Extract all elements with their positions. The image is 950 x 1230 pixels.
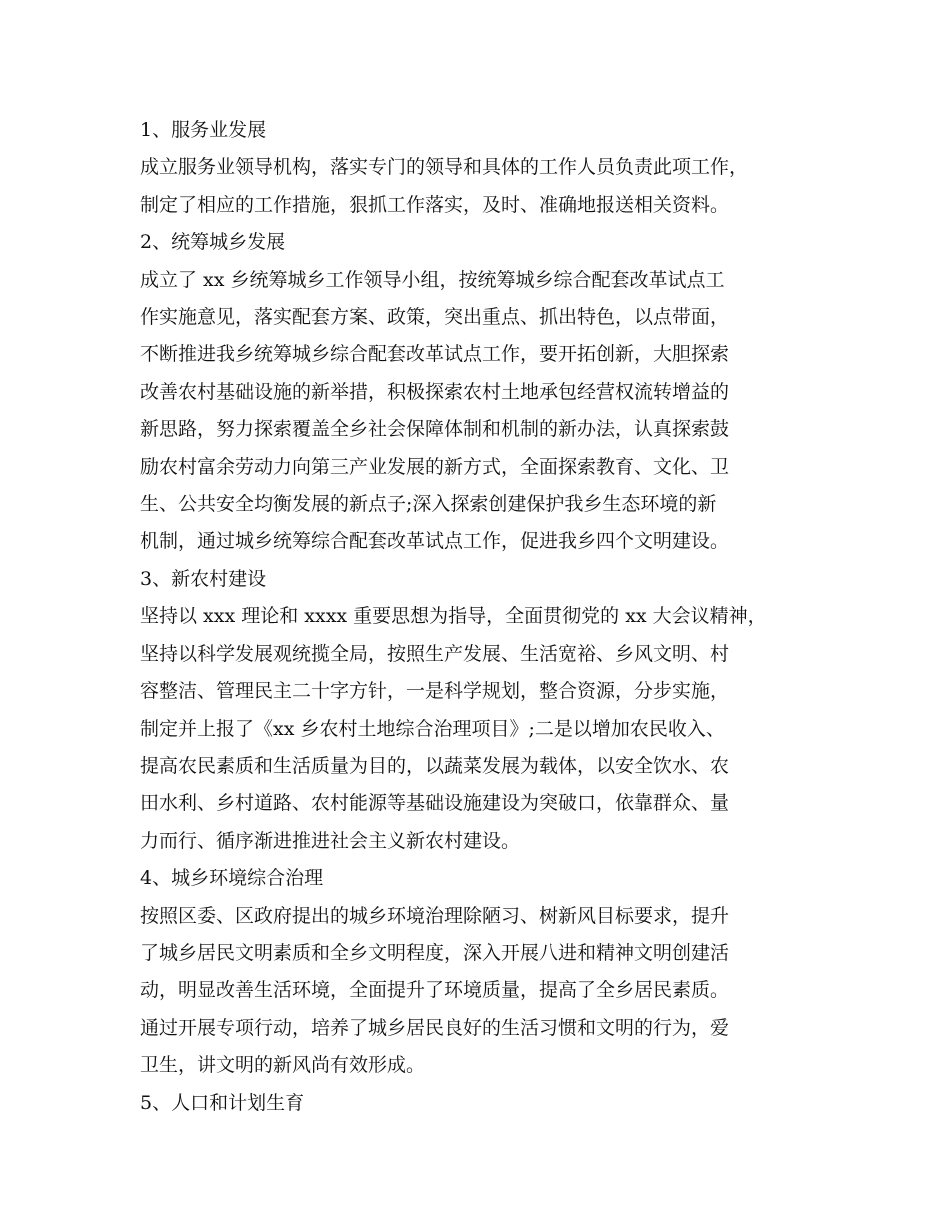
paragraph-line: 田水利、乡村道路、农村能源等基础设施建设为突破口，依靠群众、量 [140,792,730,815]
paragraph-line: 成立服务业领导机构，落实专门的领导和具体的工作人员负责此项工作， [140,156,749,179]
section-title: 4、城乡环境综合治理 [140,867,324,890]
paragraph-line: 了城乡居民文明素质和全乡文明程度，深入开展八进和精神文明创建活 [140,941,730,964]
paragraph-line: 制定了相应的工作措施，狠抓工作落实，及时、准确地报送相关资料。 [140,193,730,216]
document-page [140,112,840,1122]
section-3 [140,561,840,860]
paragraph-line: 不断推进我乡统筹城乡综合配套改革试点工作，要开拓创新，大胆探索 [140,343,730,366]
paragraph-line: 成立了 xx 乡统筹城乡工作领导小组，按统筹城乡综合配套改革试点工 [140,268,725,291]
section-title: 3、新农村建设 [140,567,267,590]
paragraph-line: 改善农村基础设施的新举措，积极探索农村土地承包经营权流转增益的 [140,380,730,403]
paragraph-line: 提高农民素质和生活质量为目的，以蔬菜发展为载体，以安全饮水、农 [140,754,730,777]
section-1 [140,112,840,224]
paragraph-line: 新思路，努力探索覆盖全乡社会保障体制和机制的新办法，认真探索鼓 [140,418,730,441]
paragraph-line: 作实施意见，落实配套方案、政策，突出重点、抓出特色，以点带面， [140,306,730,329]
paragraph-line: 制定并上报了《xx 乡农村土地综合治理项目》;二是以增加农民收入、 [140,717,725,740]
paragraph-line: 通过开展专项行动，培养了城乡居民良好的生活习惯和文明的行为，爱 [140,1016,730,1039]
paragraph-line: 坚持以科学发展观统揽全局，按照生产发展、生活宽裕、乡风文明、村 [140,642,730,665]
section-2 [140,224,840,561]
paragraph-line: 机制，通过城乡统筹综合配套改革试点工作，促进我乡四个文明建设。 [140,530,730,553]
paragraph-line: 卫生，讲文明的新风尚有效形成。 [140,1054,426,1077]
section-title: 1、服务业发展 [140,119,267,141]
paragraph-line: 动，明显改善生活环境，全面提升了环境质量，提高了全乡居民素质。 [140,979,730,1002]
paragraph-line: 力而行、循序渐进推进社会主义新农村建设。 [140,829,521,852]
paragraph-line: 容整洁、管理民主二十字方针，一是科学规划，整合资源，分步实施， [140,680,730,703]
paragraph-line: 按照区委、区政府提出的城乡环境治理除陋习、树新风目标要求，提升 [140,904,730,927]
paragraph-line: 生、公共安全均衡发展的新点子;深入探索创建保护我乡生态环境的新 [140,493,717,516]
paragraph-line: 励农村富余劳动力向第三产业发展的新方式，全面探索教育、文化、卫 [140,455,730,478]
section-title: 2、统筹城乡发展 [140,231,286,254]
section-5 [140,1085,840,1122]
section-title: 5、人口和计划生育 [140,1091,305,1114]
paragraph-line: 坚持以 xxx 理论和 xxxx 重要思想为指导，全面贯彻党的 xx 大会议精神， [140,605,767,628]
section-4 [140,860,840,1084]
